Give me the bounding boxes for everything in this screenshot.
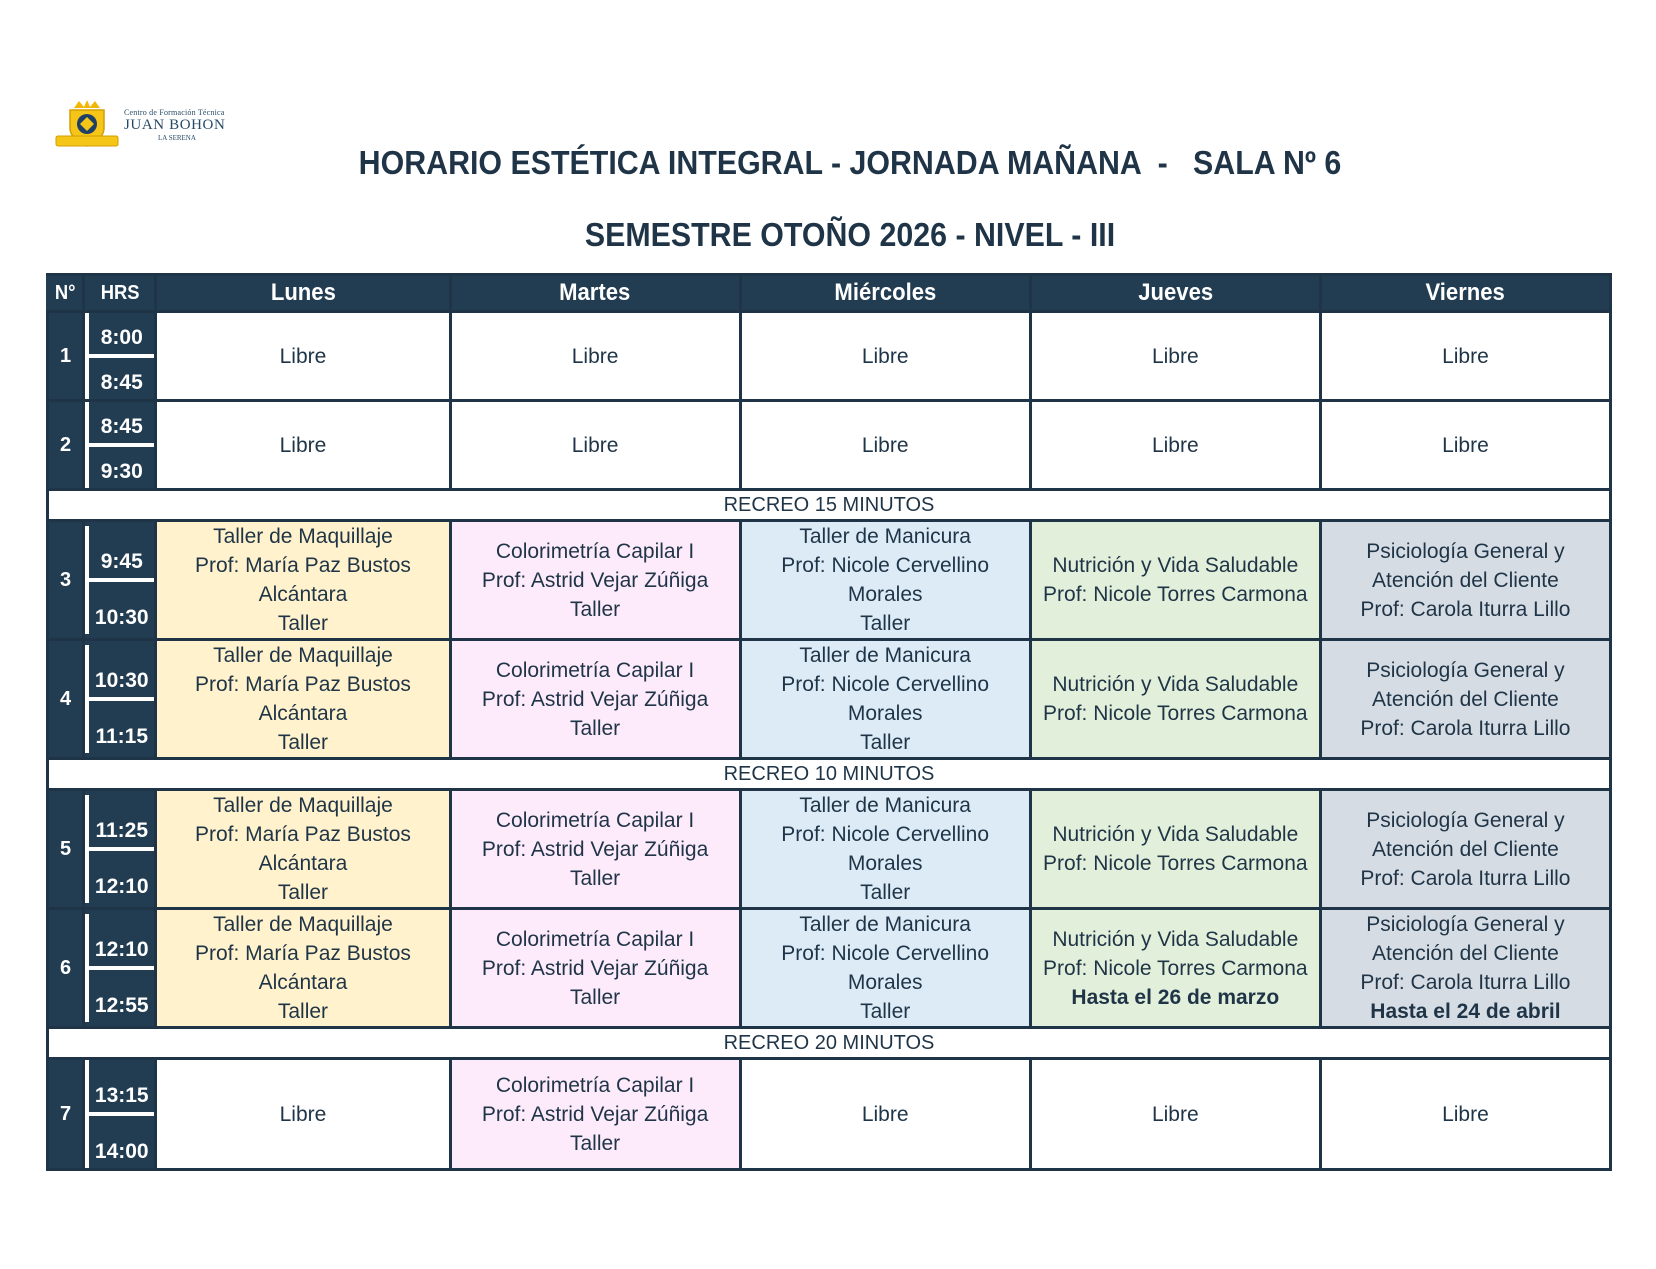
cell-line: Psiciología General y xyxy=(1366,658,1565,682)
page-title: HORARIO ESTÉTICA INTEGRAL - JORNADA MAÑANA - SALA Nº 6 xyxy=(358,144,1342,181)
break-row xyxy=(48,490,1611,521)
cell-line: Libre xyxy=(1151,433,1199,457)
end-time: 10:30 xyxy=(85,582,154,634)
period-number: 7 xyxy=(48,1059,84,1170)
class-cell xyxy=(1030,790,1320,909)
end-time: 11:15 xyxy=(85,701,154,753)
cell-line: Prof: Nicole Torres Carmona xyxy=(1043,852,1308,875)
class-cell xyxy=(1030,909,1320,1028)
break-label: RECREO 15 MINUTOS xyxy=(48,490,1611,521)
free-slot xyxy=(1320,312,1610,401)
period-number: 2 xyxy=(48,401,84,490)
cell-line: Libre xyxy=(279,433,327,457)
start-time: 10:30 xyxy=(85,645,154,701)
class-cell xyxy=(156,790,450,909)
cell-line: Colorimetría Capilar I xyxy=(495,658,695,682)
cell-line: Prof: Astrid Vejar Zúñiga xyxy=(481,568,709,592)
cell-line: Taller xyxy=(569,985,621,1009)
break-label: RECREO 10 MINUTOS xyxy=(48,759,1611,790)
cell-line: Prof: María Paz Bustos Alcántara xyxy=(194,673,411,725)
cell-line: Prof: Astrid Vejar Zúñiga xyxy=(481,837,709,861)
cell-line: Nutrición y Vida Saludable xyxy=(1052,554,1299,577)
start-time: 9:45 xyxy=(85,526,154,582)
cell-line: Prof: Astrid Vejar Zúñiga xyxy=(481,956,709,980)
cell-line: Taller xyxy=(569,597,621,621)
cell-line: Libre xyxy=(1151,344,1199,368)
end-time: 12:55 xyxy=(85,970,154,1022)
header-number: N° xyxy=(48,275,84,312)
cell-line: Prof: Nicole Cervellino Morales xyxy=(781,823,990,875)
cell-line: Taller xyxy=(860,612,911,635)
period-hours xyxy=(84,640,156,759)
cell-line: Prof: Carola Iturra Lillo xyxy=(1360,597,1571,621)
free-slot xyxy=(1320,1059,1610,1170)
cell-line: Nutrición y Vida Saludable xyxy=(1052,673,1299,696)
free-slot xyxy=(156,1059,450,1170)
start-time: 13:15 xyxy=(85,1060,154,1116)
start-time: 8:45 xyxy=(85,402,154,447)
cell-line: Prof: Astrid Vejar Zúñiga xyxy=(481,1102,709,1126)
cell-line: Prof: Carola Iturra Lillo xyxy=(1360,866,1571,890)
start-time: 8:00 xyxy=(85,313,154,358)
cell-line: Libre xyxy=(279,1102,327,1126)
class-cell xyxy=(450,1059,740,1170)
cell-line: Atención del Cliente xyxy=(1372,687,1559,711)
cell-line: Colorimetría Capilar I xyxy=(495,539,695,563)
free-slot xyxy=(450,401,740,490)
class-cell xyxy=(1030,521,1320,640)
class-cell xyxy=(156,521,450,640)
cell-line: Psiciología General y xyxy=(1366,539,1565,563)
cell-line: Nutrición y Vida Saludable xyxy=(1052,927,1299,951)
cell-line: Prof: Nicole Torres Carmona xyxy=(1043,956,1308,980)
period-hours xyxy=(84,521,156,640)
schedule-row xyxy=(48,909,1611,1028)
cell-line: Taller xyxy=(277,1000,329,1023)
cell-line: Prof: María Paz Bustos Alcántara xyxy=(194,942,411,994)
break-row xyxy=(48,1028,1611,1059)
period-number: 1 xyxy=(48,312,84,401)
cell-line: Taller xyxy=(860,1000,911,1023)
cell-line: Libre xyxy=(861,433,909,457)
cell-line: Prof: Nicole Cervellino Morales xyxy=(781,942,990,994)
cell-line: Taller xyxy=(569,866,621,890)
class-cell xyxy=(450,790,740,909)
cell-line: Libre xyxy=(861,1102,909,1126)
logo-top-text: Centro de Formación Técnica xyxy=(124,108,225,117)
cell-line: Taller de Maquillaje xyxy=(213,913,393,936)
cell-line: Prof: María Paz Bustos Alcántara xyxy=(194,823,411,875)
cell-line: Prof: Nicole Torres Carmona xyxy=(1043,583,1308,606)
period-number: 6 xyxy=(48,909,84,1028)
header-day: Martes xyxy=(450,275,740,312)
class-cell xyxy=(450,640,740,759)
cell-line: Taller xyxy=(860,881,911,904)
cell-line: Libre xyxy=(861,344,909,368)
class-cell xyxy=(1320,790,1610,909)
free-slot xyxy=(740,1059,1030,1170)
cell-line: Psiciología General y xyxy=(1366,913,1565,936)
cell-line: Colorimetría Capilar I xyxy=(495,808,695,832)
free-slot xyxy=(1030,312,1320,401)
period-hours xyxy=(84,909,156,1028)
free-slot xyxy=(156,401,450,490)
period-hours xyxy=(84,312,156,401)
cell-line: Libre xyxy=(571,433,619,457)
cell-line: Nutrición y Vida Saludable xyxy=(1052,823,1299,846)
class-cell xyxy=(740,640,1030,759)
end-time: 8:45 xyxy=(85,358,154,399)
class-cell xyxy=(740,790,1030,909)
free-slot xyxy=(156,312,450,401)
start-time: 12:10 xyxy=(85,914,154,970)
note-text: Hasta el 26 de marzo xyxy=(1071,985,1280,1009)
cell-line: Libre xyxy=(1151,1102,1199,1126)
cell-line: Colorimetría Capilar I xyxy=(495,927,695,951)
logo-city: LA SERENA xyxy=(158,134,196,142)
class-cell xyxy=(156,640,450,759)
page-subtitle: SEMESTRE OTOÑO 2026 - NIVEL - III xyxy=(584,216,1116,253)
cell-line: Atención del Cliente xyxy=(1372,568,1559,592)
schedule-row xyxy=(48,790,1611,909)
cell-line: Taller de Maquillaje xyxy=(213,525,393,548)
break-row xyxy=(48,759,1611,790)
cell-line: Prof: Astrid Vejar Zúñiga xyxy=(481,687,709,711)
class-cell xyxy=(1320,521,1610,640)
end-time: 12:10 xyxy=(85,851,154,903)
cell-line: Taller xyxy=(277,881,329,904)
period-number: 3 xyxy=(48,521,84,640)
header-hours: HRS xyxy=(84,275,156,312)
cell-line: Atención del Cliente xyxy=(1372,942,1559,965)
cell-line: Taller xyxy=(860,731,911,754)
cell-line: Prof: María Paz Bustos Alcántara xyxy=(194,554,411,606)
free-slot xyxy=(740,401,1030,490)
free-slot xyxy=(1320,401,1610,490)
class-cell xyxy=(1320,640,1610,759)
cell-line: Taller de Maquillaje xyxy=(213,794,393,817)
free-slot xyxy=(1030,1059,1320,1170)
cell-line: Taller de Manicura xyxy=(799,525,971,548)
class-cell xyxy=(450,909,740,1028)
class-cell xyxy=(740,909,1030,1028)
period-number: 5 xyxy=(48,790,84,909)
cell-line: Taller de Maquillaje xyxy=(213,644,393,667)
schedule-row xyxy=(48,312,1611,401)
note-text: Hasta el 24 de abril xyxy=(1370,1000,1561,1023)
logo-name: JUAN BOHON xyxy=(124,117,226,133)
cell-line: Libre xyxy=(1442,344,1489,368)
free-slot xyxy=(1030,401,1320,490)
period-hours xyxy=(84,790,156,909)
class-cell xyxy=(1320,909,1610,1028)
cell-line: Atención del Cliente xyxy=(1372,837,1559,861)
period-hours xyxy=(84,1059,156,1170)
cell-line: Taller xyxy=(569,716,621,740)
cell-line: Libre xyxy=(279,344,327,368)
start-time: 11:25 xyxy=(85,795,154,851)
cell-line: Taller de Manicura xyxy=(799,644,971,667)
schedule-row xyxy=(48,640,1611,759)
cell-line: Prof: Nicole Cervellino Morales xyxy=(781,554,990,606)
cell-line: Prof: Carola Iturra Lillo xyxy=(1360,716,1571,740)
cell-line: Taller xyxy=(569,1131,621,1155)
cell-line: Prof: Nicole Torres Carmona xyxy=(1043,702,1308,725)
cell-line: Prof: Nicole Cervellino Morales xyxy=(781,673,990,725)
header-day: Viernes xyxy=(1320,275,1610,312)
end-time: 9:30 xyxy=(85,447,154,488)
period-hours xyxy=(84,401,156,490)
cell-line: Libre xyxy=(1442,1102,1489,1126)
schedule-row xyxy=(48,1059,1611,1170)
header-day: Miércoles xyxy=(740,275,1030,312)
header-day: Jueves xyxy=(1030,275,1320,312)
cell-line: Psiciología General y xyxy=(1366,808,1565,832)
free-slot xyxy=(740,312,1030,401)
cell-line: Libre xyxy=(1442,433,1489,457)
cell-line: Taller de Manicura xyxy=(799,794,971,817)
class-cell xyxy=(740,521,1030,640)
schedule-row xyxy=(48,401,1611,490)
schedule-row xyxy=(48,521,1611,640)
cell-line: Taller xyxy=(277,731,329,754)
cell-line: Taller xyxy=(277,612,329,635)
class-cell xyxy=(1030,640,1320,759)
cell-line: Prof: Carola Iturra Lillo xyxy=(1360,971,1571,994)
header-row xyxy=(48,275,1611,312)
header-day: Lunes xyxy=(156,275,450,312)
cell-line: Colorimetría Capilar I xyxy=(495,1073,695,1097)
class-cell xyxy=(450,521,740,640)
end-time: 14:00 xyxy=(85,1116,154,1168)
cell-line: Taller de Manicura xyxy=(799,913,971,936)
free-slot xyxy=(450,312,740,401)
schedule-table xyxy=(46,273,1612,1171)
class-cell xyxy=(156,909,450,1028)
cell-line: Libre xyxy=(571,344,619,368)
period-number: 4 xyxy=(48,640,84,759)
break-label: RECREO 20 MINUTOS xyxy=(48,1028,1611,1059)
